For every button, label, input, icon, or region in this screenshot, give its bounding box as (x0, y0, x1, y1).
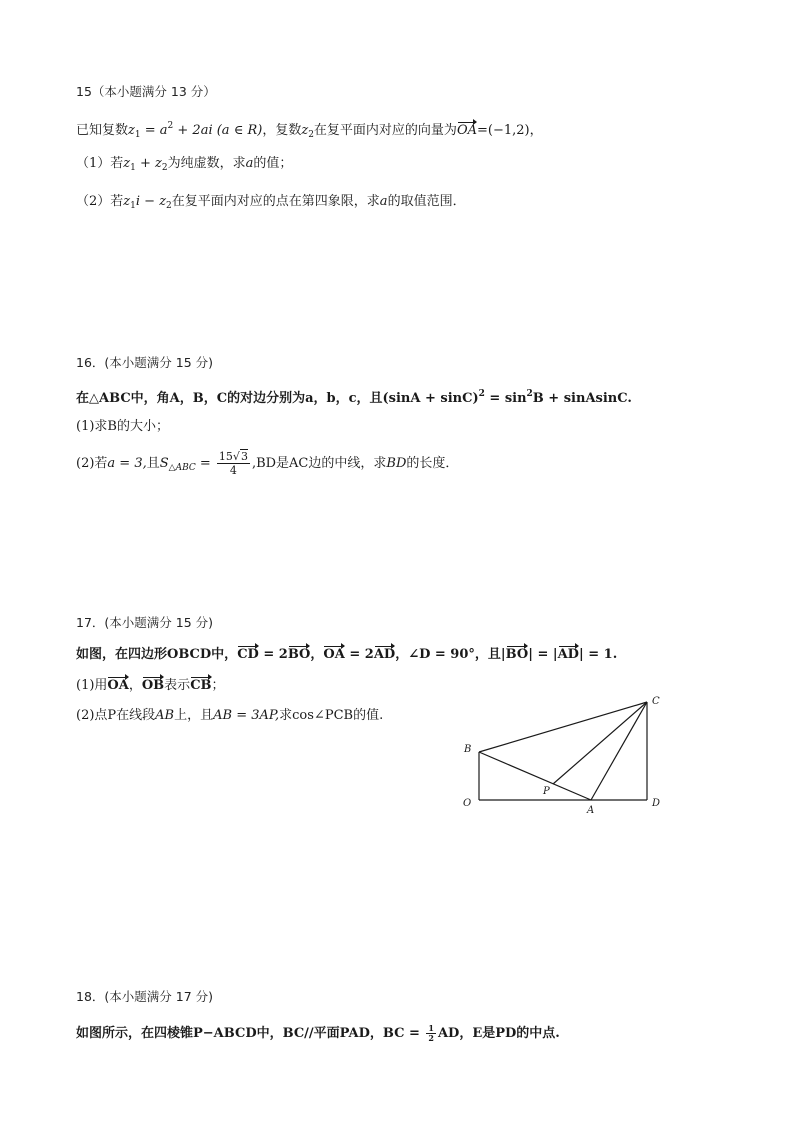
q16-header: 16．(本小题满分 15 分) (76, 355, 214, 370)
q15-stem: 已知复数$z_1 = a^2 + 2ai$ (a ∈ R)，复数$z_2$在复平面内对应的向量为OA=(−1,2)， (76, 121, 543, 140)
q17-part1: (1)用OA，OB表示CB； (76, 678, 225, 693)
vector-oa: OA (456, 123, 477, 138)
segment-bc (479, 702, 647, 752)
q17-part2: (2)点P在线段AB上，且AB = 3AP,求cos∠PCB的值. (76, 708, 384, 723)
segment-ba (479, 752, 591, 800)
q18-stem: 如图所示，在四棱锥P−ABCD中，BC//平面PAD，BC = $\frac{1}{2}$ AD，E是PD的中点. (76, 1023, 560, 1043)
q16-part2: (2)若a = 3,且$S_{\triangle ABC}$ = $\frac{15√3}{4}$ ,BD是AC边的中线，求BD的长度． (76, 450, 459, 477)
q15-part2: （2）若$z_1i - z_2$在复平面内对应的点在第四象限，求a的取值范围． (76, 194, 466, 211)
q17-figure (455, 690, 675, 820)
segment-cp (553, 702, 647, 784)
q17-header: 17．(本小题满分 15 分) (76, 615, 214, 630)
q17-stem: 如图，在四边形OBCD中，CD = 2BO，OA = 2AD，∠D = 90°，且|BO| = |AD| = 1. (76, 647, 618, 662)
label-b: B (464, 744, 472, 755)
q16-stem: 在△ABC中，角A，B，C的对边分别为a，b，c，且$(\sin A + \sin C)^2 = \sin^2B$ + sinAsinC. (76, 389, 632, 406)
label-c: C (652, 696, 660, 707)
q15-header: 15（本小题满分 13 分） (76, 84, 216, 99)
q18-header: 18．(本小题满分 17 分) (76, 989, 214, 1004)
label-d: D (652, 798, 661, 809)
half-fraction: $\frac{1}{2}$ (428, 1023, 434, 1043)
q15-part1: （1）若$z_1 + z_2$为纯虚数，求a的值； (76, 156, 293, 173)
label-p: P (543, 786, 550, 797)
label-o: O (463, 798, 472, 809)
area-fraction: $\frac{15√3}{4}$ (218, 450, 248, 477)
label-a: A (587, 805, 595, 816)
q16-part1: (1)求B的大小； (76, 419, 169, 434)
